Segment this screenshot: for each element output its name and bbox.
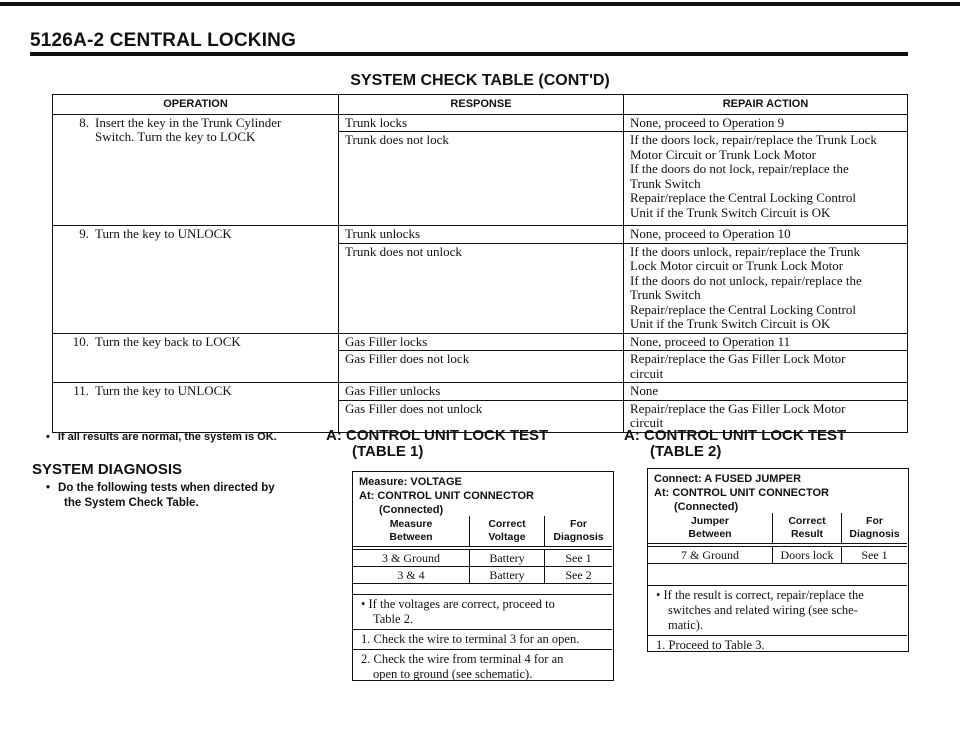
list-item: 2. Check the wire from terminal 4 for an open to ground (see schematic). — [353, 649, 612, 684]
table1-box — [352, 471, 614, 681]
operation-cell — [53, 383, 339, 433]
table-row — [53, 114, 908, 132]
action-line: If the doors do not unlock, repair/replace the — [630, 272, 862, 288]
table2-head: Connect: A FUSED JUMPER At: CONTROL UNIT CONNECTOR (Connected) — [654, 473, 829, 513]
step-number: 10. — [72, 333, 89, 349]
system-diagnosis-text: • Do the following tests when directed by the System Check Table. — [46, 481, 316, 511]
repair-action-cell — [624, 114, 908, 132]
table-header-row: Jumper Between Correct Result For Diagnosis — [648, 513, 907, 545]
action-line: circuit — [630, 365, 664, 381]
normal-results-note: • If all results are normal, the system is OK. — [46, 431, 277, 443]
operation-cell — [53, 226, 339, 334]
repair-action-cell — [624, 333, 908, 351]
table2-grid — [648, 513, 907, 564]
action-line: Motor Circuit or Trunk Lock Motor — [630, 146, 816, 162]
action-line: Lock Motor circuit or Trunk Lock Motor — [630, 258, 844, 273]
operation-text: Switch. Turn the key to LOCK — [95, 129, 256, 144]
table1-head: Measure: VOLTAGE At: CONTROL UNIT CONNECTOR (Connected) — [359, 476, 534, 516]
operation-text: Turn the key to UNLOCK — [95, 226, 232, 241]
repair-action-cell — [624, 351, 908, 383]
action-line: If the doors unlock, repair/replace the Trunk — [630, 243, 860, 259]
step-number: 9. — [79, 226, 89, 241]
step-number: 11. — [73, 383, 89, 398]
response-cell: Gas Filler locks — [339, 333, 624, 351]
response-cell: Gas Filler does not lock — [339, 351, 624, 383]
list-item: 1. Proceed to Table 3. — [648, 635, 907, 655]
table-row: 3 & 4 Battery See 2 — [353, 567, 612, 584]
action-line: Trunk Switch — [630, 175, 701, 191]
system-diagnosis-title: SYSTEM DIAGNOSIS — [32, 461, 183, 478]
action-line: Repair/replace the Central Locking Control — [630, 301, 856, 317]
action-line: If the doors do not lock, repair/replace the — [630, 161, 849, 176]
table2-box — [647, 468, 909, 652]
repair-action-cell — [624, 132, 908, 226]
col-repair-action: REPAIR ACTION — [624, 95, 908, 115]
list-item: 1. Check the wire to terminal 3 for an open. — [353, 629, 612, 649]
table-header-row — [53, 95, 908, 115]
table2-title: A: CONTROL UNIT LOCK TEST (TABLE 2) — [624, 427, 847, 460]
page-header: 5126A-2 CENTRAL LOCKING — [30, 30, 297, 51]
response-cell: Trunk locks — [339, 114, 624, 132]
operation-text: Insert the key in the Trunk Cylinder — [95, 114, 282, 130]
table-row — [53, 383, 908, 401]
operation-cell — [53, 333, 339, 383]
action-line: None, proceed to Operation 10 — [630, 226, 791, 241]
response-cell: Trunk unlocks — [339, 226, 624, 244]
header-rule — [30, 52, 908, 56]
list-item: • If the result is correct, repair/replace the switches and related wiring (see sche- matic). — [648, 585, 907, 635]
action-line: circuit — [630, 415, 664, 430]
operation-text: Turn the key to UNLOCK — [95, 383, 232, 398]
col-operation: OPERATION — [53, 95, 339, 115]
table-header-row: Measure Between Correct Voltage For Diagnosis — [353, 516, 612, 548]
action-line: Unit if the Trunk Switch Circuit is OK — [630, 316, 831, 331]
action-line: Repair/replace the Gas Filler Lock Motor — [630, 351, 846, 366]
col-response: RESPONSE — [339, 95, 624, 115]
system-check-table — [52, 94, 908, 433]
action-line: Unit if the Trunk Switch Circuit is OK — [630, 204, 831, 220]
operation-text: Turn the key back to LOCK — [95, 333, 241, 349]
action-line: Repair/replace the Gas Filler Lock Motor — [630, 400, 846, 416]
response-cell: Trunk does not unlock — [339, 243, 624, 333]
table-row: 7 & Ground Doors lock See 1 — [648, 545, 907, 564]
table-row — [53, 226, 908, 244]
repair-action-cell — [624, 243, 908, 333]
list-item: • If the voltages are correct, proceed to Table 2. — [353, 594, 612, 629]
table1-notes — [353, 594, 612, 684]
repair-action-cell — [624, 226, 908, 244]
table2-notes — [648, 585, 907, 655]
operation-cell — [53, 114, 339, 226]
response-cell: Gas Filler does not unlock — [339, 400, 624, 432]
top-rule — [0, 2, 960, 6]
action-line: None, proceed to Operation 11 — [630, 333, 791, 349]
action-line: None, proceed to Operation 9 — [630, 114, 785, 130]
action-line: If the doors lock, repair/replace the Trunk Lock — [630, 132, 877, 147]
table-row: 3 & Ground Battery See 1 — [353, 548, 612, 567]
system-check-title: SYSTEM CHECK TABLE (CONT'D) — [350, 72, 610, 89]
action-line: Trunk Switch — [630, 287, 701, 302]
table1-grid — [353, 516, 612, 584]
action-line: Repair/replace the Central Locking Control — [630, 190, 856, 205]
step-number: 8. — [79, 114, 89, 130]
repair-action-cell — [624, 383, 908, 401]
response-cell: Gas Filler unlocks — [339, 383, 624, 401]
table-row — [53, 333, 908, 351]
response-cell: Trunk does not lock — [339, 132, 624, 226]
action-line: None — [630, 383, 659, 398]
table1-title: A: CONTROL UNIT LOCK TEST (TABLE 1) — [326, 427, 549, 460]
